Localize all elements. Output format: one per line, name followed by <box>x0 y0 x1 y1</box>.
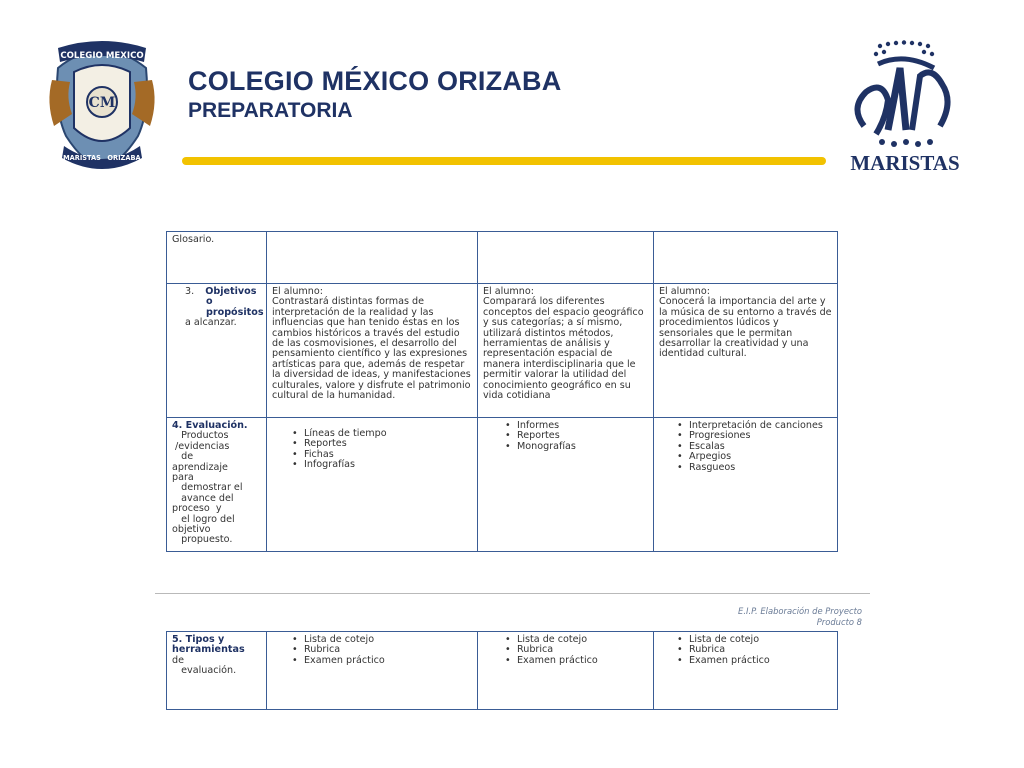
evaluacion-label-title: 4. Evaluación. <box>172 420 248 431</box>
evaluacion-col2-cell <box>267 418 478 552</box>
list-item: • Líneas de tiempo <box>292 429 472 439</box>
crest-bottom-right-text: ORIZABA <box>107 154 141 162</box>
list-item: • Rubrica <box>677 645 832 655</box>
table-row-objetivos <box>167 284 838 418</box>
curriculum-table-main <box>166 231 838 552</box>
list-item: • Rasgueos <box>677 463 832 473</box>
evaluacion-label-lines: Productos /evidencias de aprendizaje para demostrar el avance del proceso y el logro del objetivo propuesto. <box>172 430 243 546</box>
list-item: • Infografías <box>292 460 472 470</box>
maristas-logo <box>842 38 968 178</box>
objetivos-text-col4: El alumno: Conocerá la importancia del arte y la música de su entorno a través de procedimientos lúdicos y sensoriales que le permitan desarrollar la creatividad y una identidad cultural. <box>654 284 838 418</box>
objetivos-text-col2: El alumno: Contrastará distintas formas de interpretación de la realidad y las influencias que han tenido éstas en los cambios históricos a través del estudio de las cosmovisiones, el desarrollo del pensamiento científico y las expresiones artísticas para que, además de respetar la diversidad de ideas, y manifestaciones culturales, valore y disfrute el patrimonio cultural de la humanidad. <box>267 284 478 418</box>
colegio-crest-logo <box>44 40 160 172</box>
empty-cell <box>478 232 654 284</box>
objetivos-label-word2: o <box>206 296 213 308</box>
table-row-glosario <box>167 232 838 284</box>
empty-cell <box>654 232 838 284</box>
glosario-label: Glosario. <box>172 234 215 245</box>
footer-note-line2: Producto 8 <box>816 617 862 627</box>
crest-monogram: CM <box>88 95 116 111</box>
list-item: • Arpegios <box>677 452 832 462</box>
table-row-evaluacion <box>167 418 838 552</box>
list-item: • Monografías <box>505 442 648 452</box>
section-divider <box>155 593 870 594</box>
tipos-col4-cell <box>654 632 838 710</box>
list-item: • Rubrica <box>292 645 472 655</box>
list-item: • Escalas <box>677 442 832 452</box>
page-title: COLEGIO MÉXICO ORIZABA <box>188 66 562 96</box>
empty-cell <box>267 232 478 284</box>
list-item: • Examen práctico <box>677 656 832 666</box>
product-footer-note <box>700 606 862 628</box>
list-item: • Reportes <box>292 439 472 449</box>
evaluacion-col3-cell <box>478 418 654 552</box>
crest-bottom-left-text: MARISTAS <box>63 154 101 162</box>
list-item: • Examen práctico <box>505 656 648 666</box>
list-item: • Fichas <box>292 450 472 460</box>
list-item: • Lista de cotejo <box>505 635 648 645</box>
glosario-label-cell <box>167 232 267 284</box>
list-item: • Interpretación de canciones <box>677 421 832 431</box>
evaluation-tools-table <box>166 631 838 710</box>
header-title-block <box>188 66 561 123</box>
tipos-label-title: 5. Tipos y herramientas <box>172 634 245 656</box>
objetivos-label-cell <box>167 284 267 418</box>
objetivos-label-rest: a alcanzar. <box>185 317 237 329</box>
evaluacion-label-cell <box>167 418 267 552</box>
list-item: • Lista de cotejo <box>292 635 472 645</box>
objetivos-label-word1: Objetivos <box>205 286 257 297</box>
footer-note-line1: E.I.P. Elaboración de Proyecto <box>738 606 862 616</box>
evaluacion-col4-cell <box>654 418 838 552</box>
list-item: • Reportes <box>505 431 648 441</box>
list-item: • Examen práctico <box>292 656 472 666</box>
crest-top-text: COLEGIO MEXICO <box>60 51 144 61</box>
tipos-label-cell <box>167 632 267 710</box>
list-item: • Informes <box>505 421 648 431</box>
list-item: • Lista de cotejo <box>677 635 832 645</box>
table-row-tipos <box>167 632 838 710</box>
tipos-col3-cell <box>478 632 654 710</box>
tipos-label-rest: de evaluación. <box>172 654 237 677</box>
objetivos-label-word3: propósitos <box>206 306 264 318</box>
objetivos-text-col3: El alumno: Comparará los diferentes conceptos del espacio geográfico y sus categorías; a sí mismo, utilizará distintos métodos, herramientas de análisis y representación espacial de manera interdisciplinaria que le permitir valorar la utilidad del conocimiento geográfico en su vida cotidiana <box>478 284 654 418</box>
list-item: • Rubrica <box>505 645 648 655</box>
objetivos-label-num: 3. <box>185 286 195 297</box>
list-item: • Progresiones <box>677 431 832 441</box>
maristas-logo-text: MARISTAS <box>850 151 960 175</box>
page-subtitle: PREPARATORIA <box>188 99 353 122</box>
gold-divider-bar <box>182 157 826 165</box>
tipos-col2-cell <box>267 632 478 710</box>
